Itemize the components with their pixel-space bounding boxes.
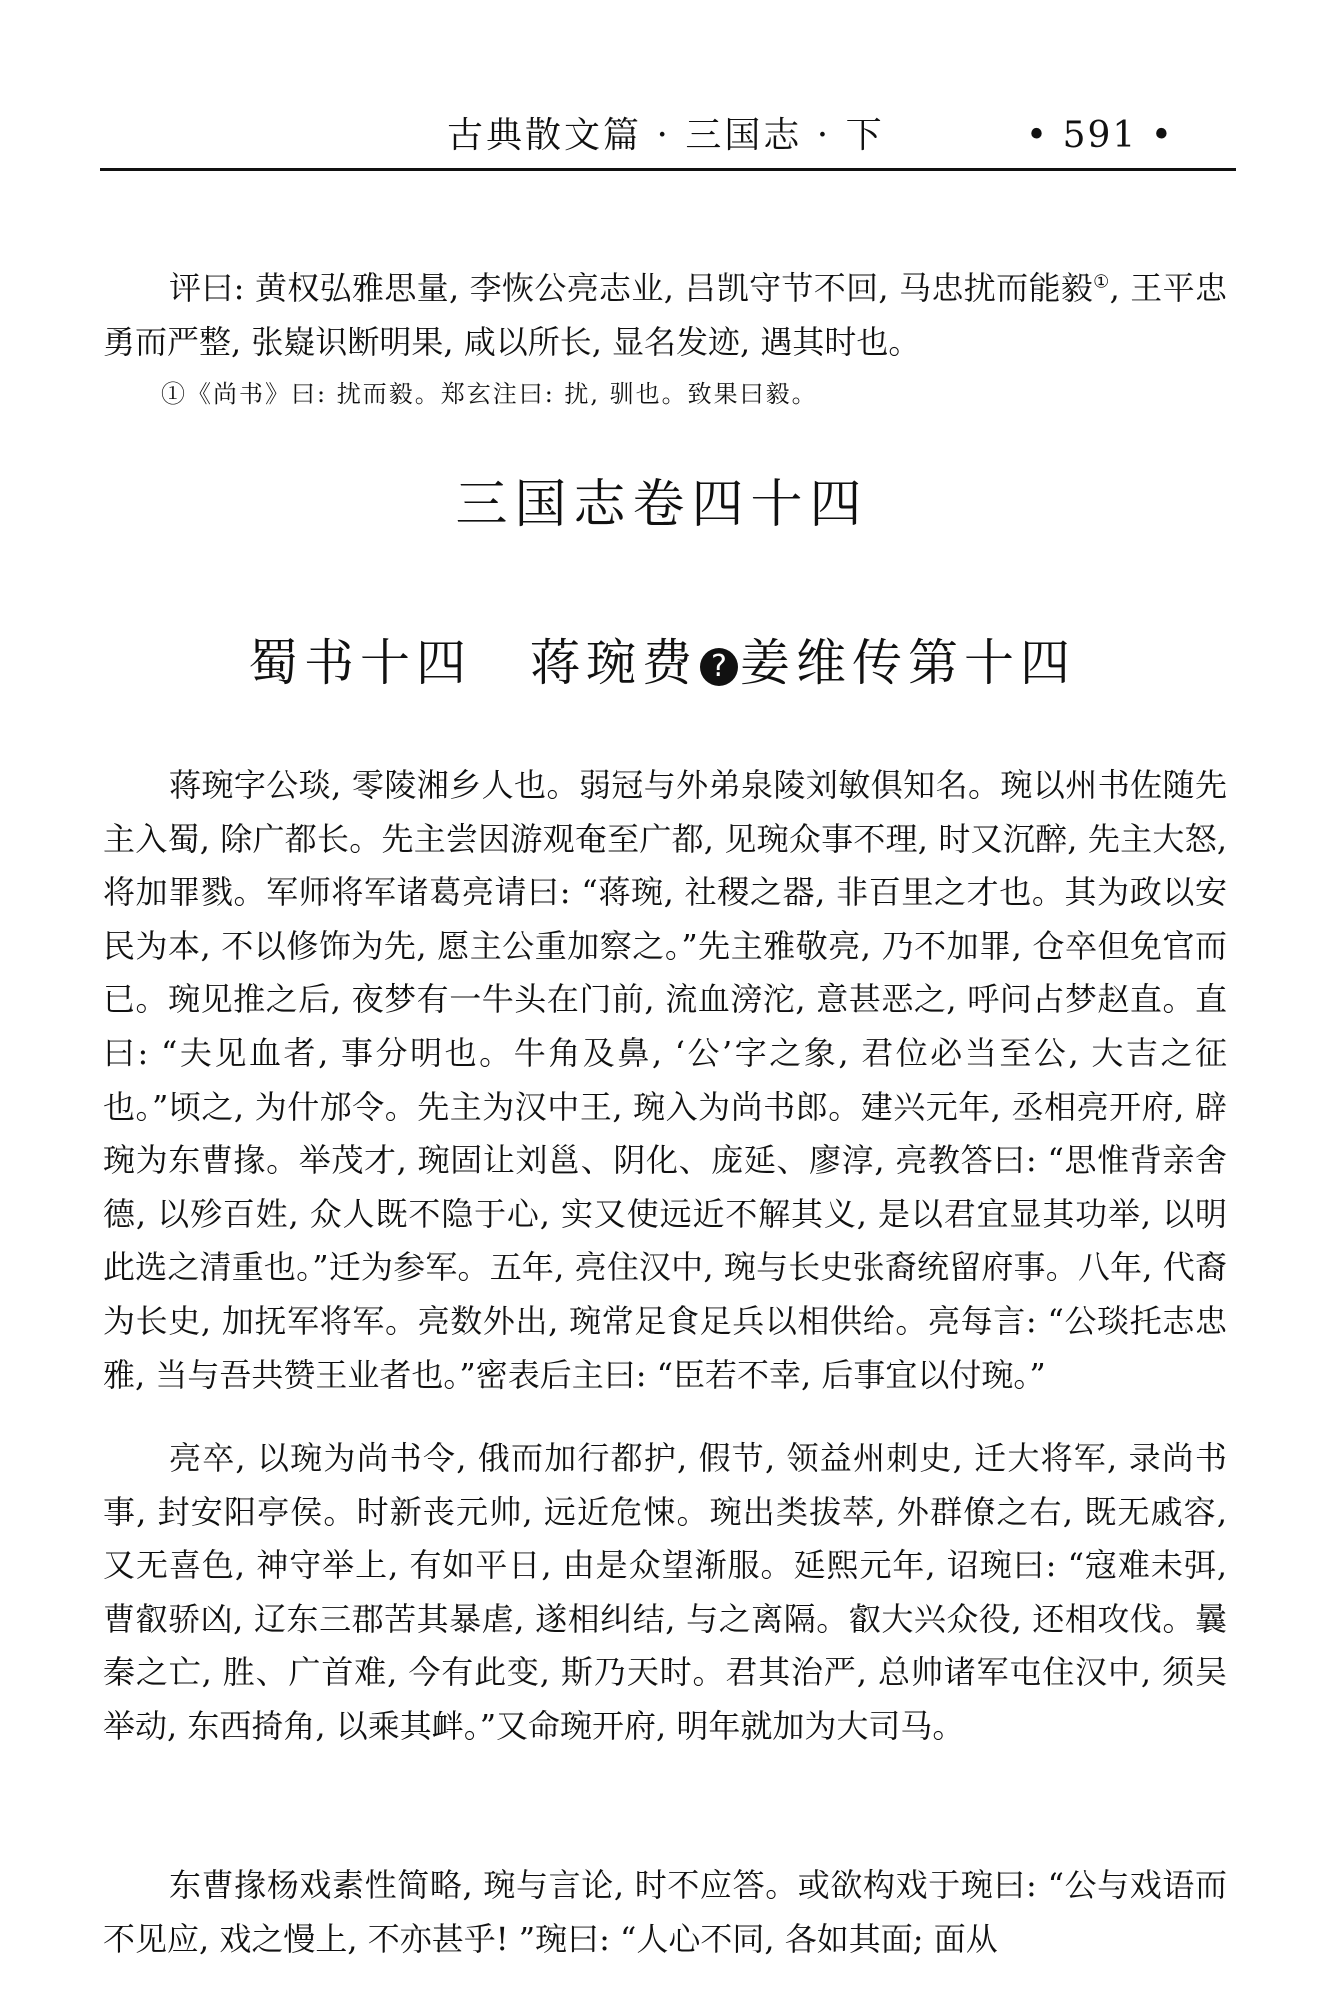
body-paragraph-3: 东曹掾杨戏素性简略, 琬与言论, 时不应答。或欲构戏于琬曰: “公与戏语而不见应, 戏之慢上, 不亦甚乎! ”琬曰: “人心不同, 各如其面; 面从 <box>103 1866 1227 1958</box>
header-rule <box>100 168 1236 171</box>
volume-title: 三国志卷四十四 <box>455 475 869 535</box>
chapter-title <box>0 628 1324 698</box>
footnote: ①《尚书》曰: 扰而毅。郑玄注曰: 扰, 驯也。致果曰毅。 <box>161 380 818 408</box>
body-paragraph-2: 亮卒, 以琬为尚书令, 俄而加行都护, 假节, 领益州刺史, 迁大将军, 录尚书事, 封安阳亭侯。时新丧元帅, 远近危悚。琬出类拔萃, 外群僚之右, 既无戚容, 又无喜色, 神守举上, 有如平日, 由是众望渐服。延熙元年, 诏琬曰: “寇难未弭, 曹叡骄凶, 辽东三郡苦其暴虐, 遂相纠结, 与之离隔。叡大兴众役, 还相攻伐。曩秦之亡, 胜、广首难, 今有此变, 斯乃天时。君其治严, 总帅诸军屯住汉中, 须吴举动, 东西掎角, 以乘其衅。”又命琬开府, 明年就加为大司马。 <box>103 1439 1227 1745</box>
running-title: 古典散文篇 · 三国志 · 下 <box>447 115 885 156</box>
page-number: • 591 • <box>1025 115 1174 156</box>
commentary-text-a: 评曰: 黄权弘雅思量, 李恢公亮志业, 吕凯守节不回, 马忠扰而能毅 <box>169 269 1094 307</box>
missing-glyph-icon: ? <box>692 640 746 694</box>
chapter-book: 蜀书十四 <box>248 634 472 692</box>
footnote-marker: ① <box>1093 271 1110 293</box>
chapter-name-b: 姜维传第十四 <box>740 634 1076 692</box>
body-paragraph-1: 蒋琬字公琰, 零陵湘乡人也。弱冠与外弟泉陵刘敏俱知名。琬以州书佐随先主入蜀, 除广都长。先主尝因游观奄至广都, 见琬众事不理, 时又沉醉, 先主大怒, 将加罪戮。军师将军诸葛亮请曰: “蒋琬, 社稷之器, 非百里之才也。其为政以安民为本, 不以修饰为先, 愿主公重加察之。”先主雅敬亮, 乃不加罪, 仓卒但免官而已。琬见推之后, 夜梦有一牛头在门前, 流血滂沱, 意甚恶之, 呼问占梦赵直。直曰: “夫见血者, 事分明也。牛角及鼻, ‘公’字之象, 君位必当至公, 大吉之征也。”顷之, 为什邡令。先主为汉中王, 琬入为尚书郎。建兴元年, 丞相亮开府, 辟琬为东曹掾。举茂才, 琬固让刘邕、阴化、庞延、廖淳, 亮教答曰: “思惟背亲舍德, 以殄百姓, 众人既不隐于心, 实又使远近不解其义, 是以君宜显其功举, 以明此选之清重也。”迁为参军。五年, 亮住汉中, 琬与长史张裔统留府事。八年, 代裔为长史, 加抚军将军。亮数外出, 琬常足食足兵以相供给。亮每言: “公琰托志忠雅, 当与吾共赞王业者也。”密表后主曰: “臣若不幸, 后事宜以付琬。” <box>103 766 1227 1394</box>
chapter-name-a: 蒋琬费 <box>530 634 698 692</box>
commentary-paragraph <box>103 262 1227 369</box>
commentary-text-b: , 王平忠勇而严整, 张嶷识断明果, 咸以所长, 显名发迹, 遇其时也。 <box>103 269 1227 361</box>
running-header <box>100 108 1236 170</box>
